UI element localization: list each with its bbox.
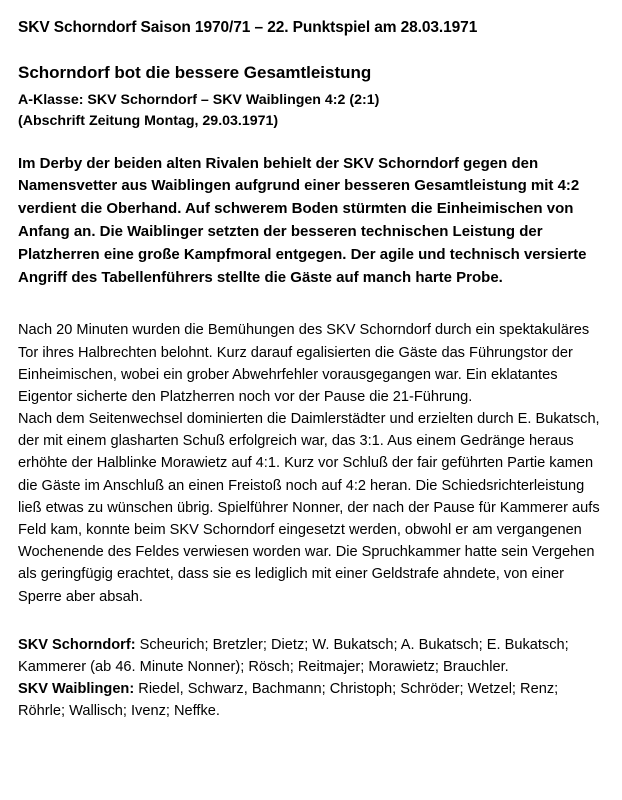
article-subheadline: A-Klasse: SKV Schorndorf – SKV Waiblingen 4:2 (2:1) bbox=[18, 91, 380, 108]
article-headline: Schorndorf bot die bessere Gesamtleistung bbox=[18, 63, 372, 83]
article-source-note: (Abschrift Zeitung Montag, 29.03.1971) bbox=[18, 113, 279, 130]
lineup-away-team-label: SKV Waiblingen: bbox=[18, 681, 135, 698]
article-paragraph-2: Nach dem Seitenwechsel dominierten die Daimlerstädter und erzielten durch E. Bukatsch, der mit einem glasharten Schuß erfolgreich war, das 3:1. Aus einem Gedränge heraus erhöhte der Halblinke Morawietz auf 4:1. Kurz vor Schluß der fair geführten Partie kamen die Gäste im Anschluß an einen Freistoß noch auf 4:2 heran. Die Schiedsrichterleistung ließ etwas zu wünschen übrig. Spielführer Nonner, der nach der Pause für Kammerer aufs Feld kam, konnte beim SKV Schorndorf eingesetzt werden, obwohl er am vergangenen Wochenende des Feldes verwiesen worden war. Die Spruchkammer hatte sein Vergehen als geringfügig erachtet, dass sie es lediglich mit einer Geldstrafe ahndete, von einer Sperre aber absah. bbox=[18, 411, 600, 605]
article-paragraph-1: Nach 20 Minuten wurden die Bemühungen des SKV Schorndorf durch ein spektakuläres Tor ihres Halbrechten belohnt. Kurz darauf egalisierten die Gäste das Führungstor der Einheimischen, wobei ein grober Abwehrfehler vorausgegangen war. Ein eklatantes Eigentor sicherte den Platzherren noch vor der Pause die 21-Führung. bbox=[18, 322, 590, 405]
lineup-away bbox=[18, 678, 606, 722]
article-lead-paragraph: Im Derby der beiden alten Rivalen behielt der SKV Schorndorf gegen den Namensvetter aus Waiblingen aufgrund einer besseren Gesamtleistung mit 4:2 verdient die Oberhand. Auf schwerem Boden stürmten die Einheimischen von Anfang an. Die Waiblinger setzten der besseren technischen Leistung der Platzherren eine große Kampfmoral entgegen. Der agile und technisch versierte Angriff des Tabellenführers stellte die Gäste auf manch harte Probe. bbox=[18, 154, 587, 286]
lineup-away-players: Riedel, Schwarz, Bachmann; Christoph; Schröder; Wetzel; Renz; Röhrle; Wallisch; Ivenz; Neffke. bbox=[18, 681, 559, 720]
lineups bbox=[18, 634, 606, 723]
lineup-home-team-label: SKV Schorndorf: bbox=[18, 636, 136, 653]
lineup-home bbox=[18, 634, 606, 678]
lineup-home-players: Scheurich; Bretzler; Dietz; W. Bukatsch; A. Bukatsch; E. Bukatsch; Kammerer (ab 46. Minute Nonner); Rösch; Reitmajer; Morawietz; Brauchler. bbox=[18, 636, 569, 675]
document-title: SKV Schorndorf Saison 1970/71 – 22. Punktspiel am 28.03.1971 bbox=[18, 19, 478, 36]
